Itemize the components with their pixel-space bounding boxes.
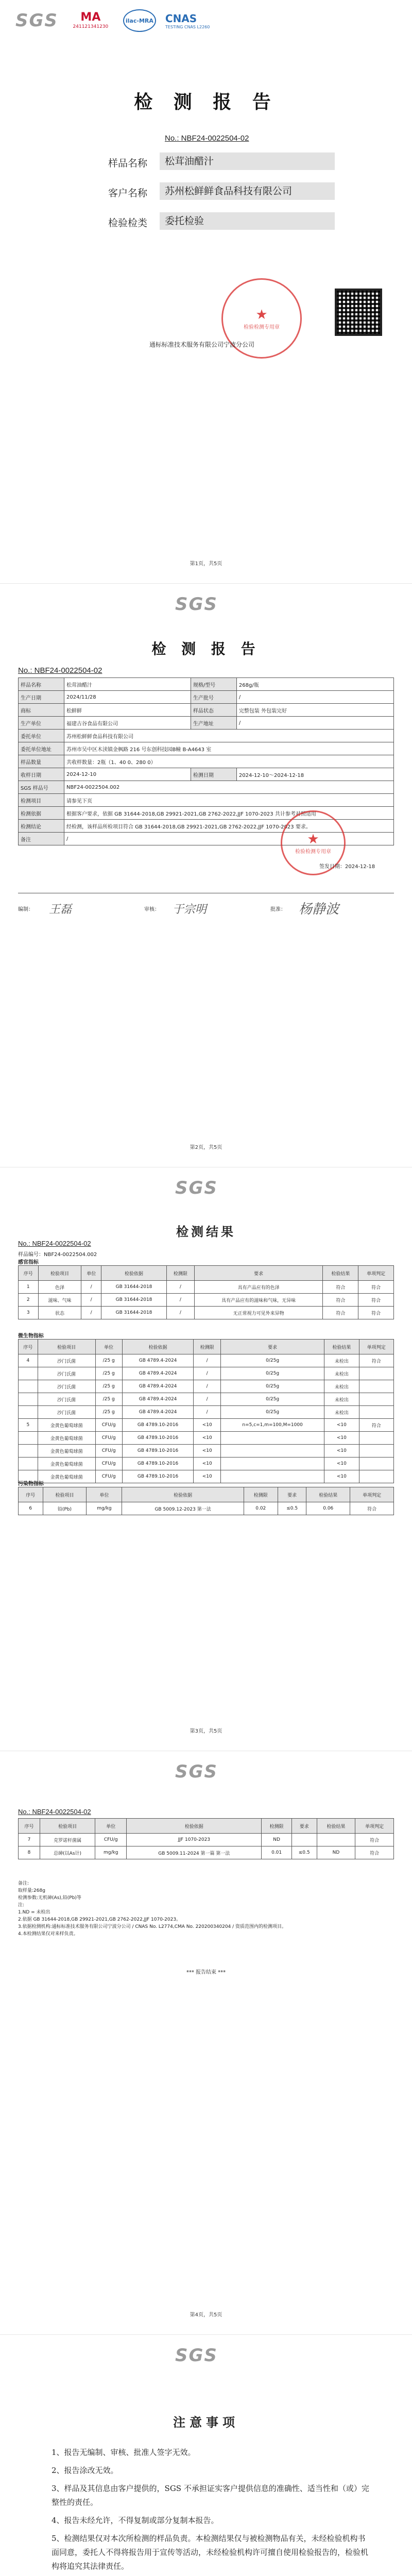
- table-header-cell: 要求: [221, 1340, 324, 1354]
- table-cell: 克罗诺杆菌属: [40, 1834, 95, 1846]
- info-label: 样品名称: [19, 678, 64, 691]
- approver-signature: 杨静波: [299, 902, 339, 917]
- table-cell: [221, 1470, 324, 1483]
- table-cell: 5: [19, 1419, 38, 1432]
- info-label: 样品数量: [19, 755, 64, 768]
- compiler-signature: 王磊: [49, 903, 72, 916]
- table-cell: n=5,c=1,m=100,M=1000: [221, 1419, 324, 1432]
- table-cell: CFU/g: [95, 1419, 122, 1432]
- report-info-page: [0, 584, 412, 1167]
- info-value: 经检测，该样品所检项目符合 GB 31644-2018,GB 29921-2021,GB 2762-2022,JJF 1070-2023 要求。: [64, 820, 394, 833]
- sgs-logo: SGS: [175, 594, 218, 615]
- table-cell: [359, 1367, 393, 1380]
- table-header-cell: 单位: [87, 1487, 122, 1502]
- table-row: [19, 1502, 394, 1515]
- signature-row: [18, 893, 394, 924]
- table-cell: 1: [19, 1281, 39, 1294]
- table-cell: [19, 1445, 38, 1458]
- info-value: 苏州松鲜鲜食品科技有限公司: [64, 730, 394, 742]
- table-row: [19, 1445, 394, 1458]
- info-value: 松茸油醋汁: [64, 678, 191, 691]
- table-cell: 金黄色葡萄球菌: [38, 1445, 95, 1458]
- table-cell: CFU/g: [95, 1458, 122, 1470]
- table-header-cell: 检验结果: [306, 1487, 350, 1502]
- sample-name-field: 松茸油醋汁: [160, 152, 335, 170]
- table-cell: [359, 1470, 393, 1483]
- table-cell: /25 g: [95, 1354, 122, 1367]
- table-cell: 沙门氏菌: [38, 1367, 95, 1380]
- report-info-table: [18, 677, 394, 845]
- info-value: 2024-12-10: [64, 768, 191, 781]
- table-cell: 符合: [358, 1307, 394, 1319]
- report-info-no: No.: NBF24-0022504-02: [18, 666, 102, 675]
- table-cell: [19, 1458, 38, 1470]
- info-value: 268g/瓶: [236, 678, 393, 691]
- table-cell: [359, 1406, 393, 1419]
- table-cell: GB 4789.10-2016: [122, 1470, 194, 1483]
- reviewer-signature: 于宗明: [173, 903, 207, 916]
- table-cell: GB 4789.10-2016: [122, 1432, 194, 1445]
- page-number: 第3页，共5页: [190, 1728, 222, 1734]
- table-cell: 符合: [323, 1281, 358, 1294]
- results-report-no: No.: NBF24-0022504-02: [18, 1240, 91, 1247]
- table-cell: CFU/g: [95, 1432, 122, 1445]
- table-row: [19, 1834, 394, 1846]
- table-header-row: [19, 1819, 394, 1834]
- table-cell: [19, 1367, 38, 1380]
- table-cell: 0/25g: [221, 1393, 324, 1406]
- issue-date: 签发日期：2024-12-18: [319, 864, 375, 870]
- note-line: 2.依据 GB 31644-2018,GB 29921-2021,GB 2762-2022,JJF 1070-2023。: [18, 1917, 181, 1922]
- table-header-cell: 检验项目: [43, 1487, 87, 1502]
- table-cell: 8: [19, 1846, 40, 1859]
- table-cell: <10: [324, 1419, 359, 1432]
- inspection-seal: ★ 检验检测专用章: [221, 278, 302, 359]
- results-cont-page: [0, 1751, 412, 2334]
- table-cell: GB 5009.11-2024 第一篇 第一法: [127, 1846, 262, 1859]
- table-cell: <10: [194, 1458, 221, 1470]
- results-sample-no: 样品编号：NBF24-0022504.002: [18, 1252, 97, 1258]
- notice-item: 5、检测结果仅对本次所检测的样品负责。本检测结果仅与被检测物品有关，未经检验机构书面同意，委托人不得将报告用于宣传等活动，未经检验机构许可擅自使用检验报告的，检验机构将追究其法律责任。: [52, 2534, 369, 2571]
- notice-item: 4、报告未经允许，不得复制或部分复制本报告。: [52, 2516, 219, 2525]
- table-row: [19, 691, 394, 704]
- table-row: [19, 730, 394, 742]
- contaminant-table: [18, 1487, 394, 1515]
- table-header-cell: 检测限: [244, 1487, 278, 1502]
- cover-logo-row: [15, 9, 210, 32]
- table-cell: CFU/g: [95, 1470, 122, 1483]
- info-label: 检测项目: [19, 794, 64, 807]
- table-row: [19, 704, 394, 717]
- table-cell: /25 g: [95, 1393, 122, 1406]
- note-line: 1.ND = 未检出: [18, 1910, 50, 1915]
- info-label: 检测依据: [19, 807, 64, 820]
- table-cell: 4: [19, 1354, 38, 1367]
- table-cell: 0.06: [306, 1502, 350, 1515]
- table-cell: <10: [324, 1445, 359, 1458]
- table-cell: <10: [194, 1445, 221, 1458]
- issuer-name: 通标标准技术服务有限公司宁波分公司: [149, 341, 255, 348]
- table-cell: GB 31644-2018: [101, 1307, 166, 1319]
- table-cell: 3: [19, 1307, 39, 1319]
- info-value: 根据客户要求，依据 GB 31644-2018,GB 29921-2021,GB 2762-2022,JJF 1070-2023 共计参考对照适用: [64, 807, 394, 820]
- table-row: [19, 781, 394, 794]
- client-label: 客户名称: [108, 188, 148, 199]
- table-header-cell: 检测限: [167, 1266, 195, 1281]
- micro-table: [18, 1339, 394, 1483]
- table-cell: /25 g: [95, 1380, 122, 1393]
- table-header-cell: 检验结果: [324, 1340, 359, 1354]
- table-cell: 符合: [359, 1419, 393, 1432]
- table-cell: 未检出: [324, 1406, 359, 1419]
- results-cont-report-no: No.: NBF24-0022504-02: [18, 1808, 91, 1816]
- info-label: 检测结论: [19, 820, 64, 833]
- table-row: [19, 768, 394, 781]
- table-cell: 沙门氏菌: [38, 1354, 95, 1367]
- table-cell: [359, 1458, 393, 1470]
- table-row: [19, 1380, 394, 1393]
- info-value: 福建古谷食品有限公司: [64, 717, 191, 730]
- table-cell: GB 4789.10-2016: [122, 1445, 194, 1458]
- table-cell: GB 4789.4-2024: [122, 1406, 194, 1419]
- table-row: [19, 755, 394, 768]
- table-cell: 符合: [355, 1834, 394, 1846]
- table-cell: 沙门氏菌: [38, 1380, 95, 1393]
- table-cell: [221, 1432, 324, 1445]
- table-row: [19, 1294, 394, 1307]
- table-cell: [19, 1393, 38, 1406]
- table-cell: 符合: [358, 1281, 394, 1294]
- notice-item: 1、报告无编制、审核、批准人签字无效。: [52, 2448, 196, 2457]
- table-row: [19, 1393, 394, 1406]
- info-value: 共收样数量：2瓶（1、40 0、280 0）: [64, 755, 394, 768]
- table-header-cell: 序号: [19, 1266, 39, 1281]
- cover-page: [0, 0, 412, 583]
- info-label: 备注: [19, 833, 64, 845]
- table-row: [19, 807, 394, 820]
- table-cell: ≤0.5: [278, 1502, 306, 1515]
- test-type-label: 检验检类: [108, 217, 148, 229]
- table-row: [19, 1406, 394, 1419]
- table-cell: GB 4789.4-2024: [122, 1393, 194, 1406]
- info-value: 松鲜鲜: [64, 704, 191, 717]
- table-cell: 未检出: [324, 1393, 359, 1406]
- table-header-cell: 单位: [95, 1819, 127, 1834]
- qr-code: [335, 289, 382, 336]
- ilac-logo: ilac-MRA: [123, 9, 156, 32]
- table-header-row: [19, 1266, 394, 1281]
- cover-title: 检 测 报 告: [134, 91, 278, 113]
- results-title: 检测结果: [176, 1224, 236, 1239]
- table-cell: [317, 1834, 355, 1846]
- table-cell: mg/kg: [87, 1502, 122, 1515]
- table-cell: /25 g: [95, 1367, 122, 1380]
- table-header-cell: 单位: [95, 1340, 122, 1354]
- notice-item: 3、样品及其信息由客户提供的，SGS 不承担证实客户提供信息的准确性、适当性和（或）完整性的责任。: [52, 2484, 369, 2507]
- seal-star-icon: ★: [255, 307, 268, 323]
- table-cell: 金黄色葡萄球菌: [38, 1432, 95, 1445]
- table-cell: 色泽: [38, 1281, 81, 1294]
- table-cell: <10: [324, 1458, 359, 1470]
- info-label: 规格/型号: [191, 678, 236, 691]
- table-header-cell: 序号: [19, 1487, 43, 1502]
- table-cell: 0/25g: [221, 1406, 324, 1419]
- note-line: 取样量:268g: [18, 1888, 45, 1893]
- table-cell: /: [167, 1294, 195, 1307]
- table-cell: 无正常视力可见外来异物: [194, 1307, 323, 1319]
- table-cell: /: [194, 1354, 221, 1367]
- note-line: 注:: [18, 1903, 25, 1908]
- results-page: [0, 1167, 412, 1751]
- table-row: [19, 1846, 394, 1859]
- table-cell: 0/25g: [221, 1380, 324, 1393]
- table-cell: 金黄色葡萄球菌: [38, 1419, 95, 1432]
- table-header-cell: 检验依据: [127, 1819, 262, 1834]
- table-cell: [291, 1834, 317, 1846]
- table-header-cell: 检验依据: [122, 1487, 244, 1502]
- info-label: 委托单位: [19, 730, 64, 742]
- table-row: [19, 1307, 394, 1319]
- table-cell: <10: [194, 1419, 221, 1432]
- table-cell: [359, 1432, 393, 1445]
- info-label: 生产单位: [19, 717, 64, 730]
- info-label: 生产批号: [191, 691, 236, 704]
- table-cell: 未检出: [324, 1367, 359, 1380]
- report-info-title: 检 测 报 告: [151, 640, 261, 657]
- sample-name-label: 样品名称: [108, 158, 148, 169]
- notices-page: [0, 2335, 412, 2576]
- table-cell: 未检出: [324, 1380, 359, 1393]
- table-cell: /: [81, 1294, 101, 1307]
- sgs-logo: SGS: [175, 1178, 218, 1198]
- results-cont-table: [18, 1818, 394, 1859]
- micro-section-label: 微生物指标: [18, 1333, 44, 1339]
- info-value: 2024/11/28: [64, 691, 191, 704]
- notice-item: 2、报告涂改无效。: [52, 2466, 118, 2475]
- table-header-cell: 要求: [291, 1819, 317, 1834]
- table-cell: [19, 1406, 38, 1419]
- table-cell: CFU/g: [95, 1834, 127, 1846]
- compiler-label: 编制：: [18, 907, 33, 912]
- table-cell: 符合: [350, 1502, 394, 1515]
- table-cell: 金黄色葡萄球菌: [38, 1458, 95, 1470]
- table-cell: /: [81, 1281, 101, 1294]
- table-header-cell: 序号: [19, 1819, 40, 1834]
- info-label: SGS 样品号: [19, 781, 64, 794]
- page-number: 第2页，共5页: [190, 1145, 222, 1150]
- table-header-cell: 检验项目: [40, 1819, 95, 1834]
- sensory-section-label: 感官指标: [18, 1260, 39, 1265]
- table-header-cell: 检验依据: [122, 1340, 194, 1354]
- reviewer-label: 审核：: [144, 907, 160, 912]
- table-cell: [19, 1432, 38, 1445]
- table-cell: [221, 1445, 324, 1458]
- table-cell: [19, 1380, 38, 1393]
- table-cell: [359, 1445, 393, 1458]
- table-cell: <10: [324, 1432, 359, 1445]
- table-header-cell: 单位: [81, 1266, 101, 1281]
- table-cell: mg/kg: [95, 1846, 127, 1859]
- table-header-cell: 检验结果: [317, 1819, 355, 1834]
- table-cell: 2: [19, 1294, 39, 1307]
- sgs-logo: SGS: [15, 10, 58, 31]
- table-header-cell: 单项判定: [355, 1819, 394, 1834]
- table-cell: GB 4789.4-2024: [122, 1380, 194, 1393]
- table-header-cell: 要求: [278, 1487, 306, 1502]
- info-value: 完整包装 外包装完好: [236, 704, 393, 717]
- table-row: [19, 717, 394, 730]
- info-label: 生产日期: [19, 691, 64, 704]
- contaminant-section-label: 污染物指标: [18, 1481, 44, 1487]
- cma-logo: MA 241121341230: [73, 11, 109, 29]
- info-label: 样品状态: [191, 704, 236, 717]
- table-cell: CFU/g: [95, 1445, 122, 1458]
- sensory-table: [18, 1265, 394, 1319]
- note-line: 4.本检测结果仅对来样负责。: [18, 1931, 78, 1937]
- sgs-logo: SGS: [175, 1761, 218, 1782]
- notices-list: [52, 2446, 371, 2576]
- info-value: 2024-12-10～2024-12-18: [236, 768, 393, 781]
- table-cell: /: [167, 1281, 195, 1294]
- table-cell: GB 4789.10-2016: [122, 1419, 194, 1432]
- table-header-cell: 检验项目: [38, 1266, 81, 1281]
- seal-star-icon: ★: [307, 831, 319, 847]
- table-header-row: [19, 1487, 394, 1502]
- info-label: 委托单位地址: [19, 742, 64, 755]
- table-row: [19, 794, 394, 807]
- test-type-field: 委托检验: [160, 212, 335, 230]
- table-cell: 具有产品应有的滋味和气味，无异味: [194, 1294, 323, 1307]
- table-cell: 0/25g: [221, 1367, 324, 1380]
- table-cell: 沙门氏菌: [38, 1406, 95, 1419]
- table-cell: GB 4789.10-2016: [122, 1458, 194, 1470]
- table-cell: 金黄色葡萄球菌: [38, 1470, 95, 1483]
- table-cell: 7: [19, 1834, 40, 1846]
- table-cell: GB 31644-2018: [101, 1281, 166, 1294]
- table-header-cell: 检测限: [262, 1819, 291, 1834]
- note-line: 检测参数:无机砷(As),铅(Pb)等: [18, 1895, 81, 1901]
- table-row: [19, 1367, 394, 1380]
- info-label: 生产地址: [191, 717, 236, 730]
- sgs-logo: SGS: [175, 2345, 218, 2366]
- table-row: [19, 1419, 394, 1432]
- table-cell: <10: [324, 1470, 359, 1483]
- table-cell: /: [167, 1307, 195, 1319]
- table-cell: ND: [262, 1834, 291, 1846]
- table-cell: /: [194, 1367, 221, 1380]
- note-line: 3.依据检测机构:通标标准技术服务有限公司宁波分公司 / CNAS No. L2774,CMA No. 220200340204 / 资质范围内的检测项目。: [18, 1924, 287, 1929]
- table-row: [19, 1432, 394, 1445]
- table-cell: GB 5009.12-2023 第一法: [122, 1502, 244, 1515]
- table-cell: 0.01: [262, 1846, 291, 1859]
- table-header-cell: 检验结果: [323, 1266, 358, 1281]
- table-cell: [359, 1380, 393, 1393]
- table-cell: 滋味、气味: [38, 1294, 81, 1307]
- table-cell: 未检出: [324, 1354, 359, 1367]
- results-notes: [18, 1880, 394, 1938]
- info-label: 商标: [19, 704, 64, 717]
- table-cell: [359, 1393, 393, 1406]
- table-cell: ≤0.5: [291, 1846, 317, 1859]
- table-cell: GB 4789.4-2024: [122, 1354, 194, 1367]
- table-cell: /25 g: [95, 1406, 122, 1419]
- table-cell: 总砷(以As计): [40, 1846, 95, 1859]
- table-cell: GB 31644-2018: [101, 1294, 166, 1307]
- table-cell: /: [194, 1393, 221, 1406]
- table-header-cell: 检验项目: [38, 1340, 95, 1354]
- table-cell: /: [194, 1380, 221, 1393]
- info-value: /: [64, 833, 394, 845]
- table-cell: <10: [194, 1432, 221, 1445]
- cnas-logo: CNAS TESTING CNAS L2260: [165, 12, 210, 29]
- table-cell: 沙门氏菌: [38, 1393, 95, 1406]
- table-cell: 具有产品应有的色泽: [194, 1281, 323, 1294]
- client-field: 苏州松鲜鲜食品科技有限公司: [160, 182, 335, 200]
- approver-label: 批准：: [270, 907, 286, 912]
- table-header-cell: 单项判定: [359, 1340, 393, 1354]
- table-cell: /: [81, 1307, 101, 1319]
- info-label: 收样日期: [19, 768, 64, 781]
- info-label: 检测日期: [191, 768, 236, 781]
- table-row: [19, 1470, 394, 1483]
- table-row: [19, 1281, 394, 1294]
- table-cell: 0.02: [244, 1502, 278, 1515]
- info-value: /: [236, 717, 393, 730]
- table-cell: ND: [317, 1846, 355, 1859]
- table-row: [19, 742, 394, 755]
- table-cell: [221, 1458, 324, 1470]
- cover-report-no: No.: NBF24-0022504-02: [165, 134, 249, 143]
- table-row: [19, 1354, 394, 1367]
- table-header-cell: 序号: [19, 1340, 38, 1354]
- table-header-cell: 单项判定: [350, 1487, 394, 1502]
- table-cell: 6: [19, 1502, 43, 1515]
- info-value: /: [236, 691, 393, 704]
- table-header-cell: 要求: [194, 1266, 323, 1281]
- table-header-cell: 检验依据: [101, 1266, 166, 1281]
- page-number: 第1页，共5页: [190, 561, 222, 567]
- table-cell: /: [194, 1406, 221, 1419]
- table-cell: 符合: [355, 1846, 394, 1859]
- info-value: 苏州市吴中区木渎镇金枫路 216 号东创科技园B幢 B-A4643 室: [64, 742, 394, 755]
- table-cell: GB 4789.4-2024: [122, 1367, 194, 1380]
- table-cell: 铅(Pb): [43, 1502, 87, 1515]
- report-end-marker: *** 报告结束 ***: [186, 1970, 226, 1975]
- table-header-cell: 检测限: [194, 1340, 221, 1354]
- table-header-cell: 单项判定: [358, 1266, 394, 1281]
- table-cell: 符合: [359, 1354, 393, 1367]
- table-header-row: [19, 1340, 394, 1354]
- note-line: 备注:: [18, 1881, 29, 1886]
- table-cell: 符合: [323, 1294, 358, 1307]
- table-row: [19, 1458, 394, 1470]
- info-value: NBF24-0022504.002: [64, 781, 394, 794]
- page-number: 第4页，共5页: [190, 2312, 222, 2318]
- table-cell: 符合: [358, 1294, 394, 1307]
- table-cell: 状态: [38, 1307, 81, 1319]
- table-cell: <10: [194, 1470, 221, 1483]
- notices-title: 注意事项: [173, 2415, 239, 2430]
- info-value: 请参见下页: [64, 794, 394, 807]
- table-cell: 符合: [323, 1307, 358, 1319]
- table-cell: JJF 1070-2023: [127, 1834, 262, 1846]
- table-row: [19, 678, 394, 691]
- table-cell: 0/25g: [221, 1354, 324, 1367]
- inspection-seal: ★ 检验检测专用章: [281, 810, 346, 875]
